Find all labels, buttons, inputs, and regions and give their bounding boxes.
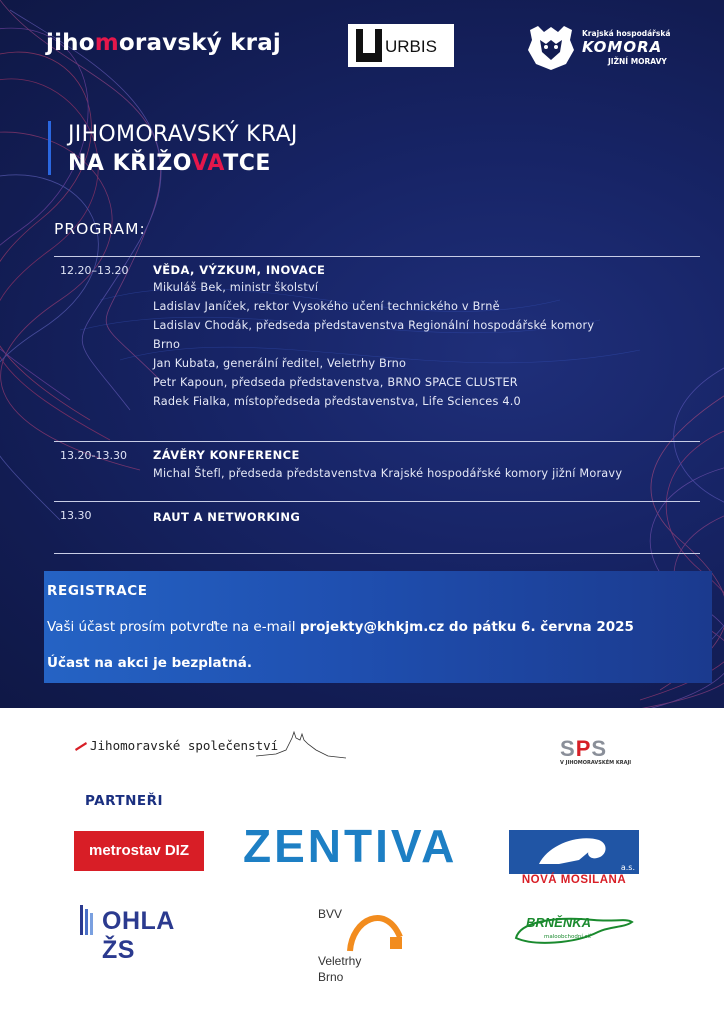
block1-line: Ladislav Janíček, rektor Vysokého učení technického v Brně bbox=[153, 300, 500, 313]
registration-text bbox=[47, 619, 634, 635]
brand-pre: jiho bbox=[46, 30, 95, 56]
metrostav-logo: metrostav DIZ bbox=[74, 831, 204, 871]
block1-heading: VĚDA, VÝZKUM, INOVACE bbox=[153, 263, 326, 277]
block1-line: Ladislav Chodák, předseda představenstva Regionální hospodářské komory bbox=[153, 319, 595, 332]
title-line2-c: TCE bbox=[223, 151, 271, 176]
mosilana-as: a.s. bbox=[620, 863, 635, 872]
komora-line2: KOMORA bbox=[582, 38, 663, 56]
ram-icon bbox=[509, 830, 639, 874]
block2-line: Michal Štefl, předseda představenstva Krajské hospodářské komory jižní Moravy bbox=[153, 467, 623, 480]
block1-time: 12.20–13.20 bbox=[60, 264, 129, 277]
jm-spolecenstvi-text: Jihomoravské společenství bbox=[90, 738, 279, 753]
ohla-zs-logo bbox=[80, 903, 210, 964]
flag-icon bbox=[74, 740, 88, 752]
jihomoravske-spolecenstvi-logo bbox=[74, 728, 346, 762]
sps-logo bbox=[560, 736, 632, 768]
brand-post: oravský kraj bbox=[118, 30, 282, 56]
urbis-logo bbox=[348, 24, 454, 67]
divider bbox=[54, 501, 700, 502]
block1-line: Radek Fialka, místopředseda představenstva, Life Sciences 4.0 bbox=[153, 395, 521, 408]
registration-email[interactable]: projekty@khkjm.cz bbox=[299, 619, 445, 635]
registration-free-note: Účast na akci je bezplatná. bbox=[47, 655, 252, 671]
lion-emblem-icon bbox=[524, 26, 578, 70]
komora-line1: Krajská hospodářská bbox=[582, 29, 671, 38]
mosilana-box bbox=[509, 830, 639, 874]
brand-m: m bbox=[94, 30, 119, 56]
registration-deadline: do pátku 6. června 2025 bbox=[444, 619, 634, 635]
brnenka-logo bbox=[514, 912, 634, 948]
title-line2 bbox=[68, 151, 271, 176]
sps-s2: S bbox=[591, 736, 608, 761]
jihomoravsky-kraj-logo bbox=[46, 30, 281, 56]
bvv-bottom bbox=[318, 953, 361, 985]
block1-line: Mikuláš Bek, ministr školství bbox=[153, 281, 319, 294]
divider bbox=[54, 256, 700, 257]
castle-skyline-icon bbox=[256, 728, 346, 762]
brnenka-subtitle: maloobchodní síť bbox=[544, 934, 592, 940]
zentiva-logo: ZENTIVA bbox=[243, 820, 458, 872]
sps-subtitle: V JIHOMORAVSKÉM KRAJI bbox=[560, 760, 632, 766]
komora-line3: JIŽNÍ MORAVY bbox=[608, 57, 667, 66]
registration-prompt: Vaši účast prosím potvrďte na e-mail bbox=[47, 619, 300, 635]
block2-heading: ZÁVĚRY KONFERENCE bbox=[153, 448, 300, 462]
divider bbox=[54, 441, 700, 442]
komora-logo bbox=[524, 26, 674, 70]
sps-p: P bbox=[575, 736, 592, 761]
bvv-bottom2: Brno bbox=[318, 970, 344, 984]
title-line2-a: NA KŘIŽO bbox=[68, 151, 192, 176]
ohla-text: OHLA ŽS bbox=[102, 907, 174, 964]
block3-time: 13.30 bbox=[60, 509, 92, 522]
divider bbox=[54, 553, 700, 554]
title-line2-b: VA bbox=[191, 151, 224, 176]
title-accent-bar bbox=[48, 121, 51, 175]
registration-title: REGISTRACE bbox=[47, 583, 148, 599]
bvv-arc-icon bbox=[346, 907, 406, 953]
urbis-u-icon bbox=[356, 29, 382, 62]
ohla-bars-icon bbox=[80, 903, 100, 937]
block2-time: 13.20-13.30 bbox=[60, 449, 127, 462]
bvv-logo bbox=[316, 905, 406, 987]
program-label: PROGRAM: bbox=[54, 220, 146, 238]
block1-line: Jan Kubata, generální ředitel, Veletrhy Brno bbox=[153, 357, 407, 370]
block1-line: Petr Kapoun, předseda představenstva, BRNO SPACE CLUSTER bbox=[153, 376, 518, 389]
registration-box bbox=[44, 571, 712, 683]
nova-mosilana-logo bbox=[509, 830, 639, 884]
block3-heading: RAUT A NETWORKING bbox=[153, 510, 301, 524]
sps-letters bbox=[560, 736, 632, 762]
bvv-top: BVV bbox=[318, 907, 343, 921]
block1-line: Brno bbox=[153, 338, 181, 351]
brnenka-text: BRNĚNKA bbox=[526, 915, 591, 930]
sps-s: S bbox=[560, 736, 576, 761]
partners-label: PARTNEŘI bbox=[85, 793, 164, 809]
urbis-text: URBIS bbox=[385, 37, 437, 56]
bvv-bottom1: Veletrhy bbox=[318, 954, 362, 968]
title-line1: JIHOMORAVSKÝ KRAJ bbox=[68, 122, 298, 147]
mosilana-name: NOVÁ MOSILANA bbox=[521, 874, 627, 886]
